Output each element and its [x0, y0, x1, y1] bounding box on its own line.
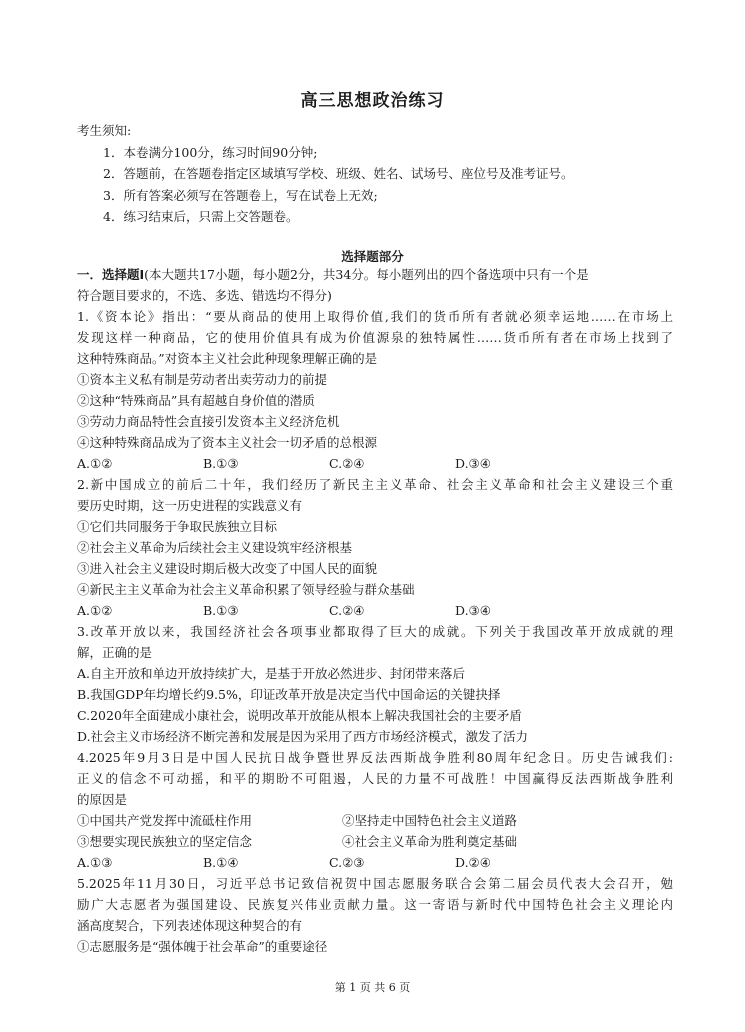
question-3-stem: 3.改革开放以来，我国经济社会各项事业都取得了巨大的成就。下列关于我国改革开放成就的理	[77, 624, 673, 639]
exam-notice	[77, 120, 573, 228]
question-1-options	[77, 453, 673, 474]
question-5-stem: 励广大志愿者为强国建设、民族复兴伟业贡献力量。这一寄语与新时代中国特色社会主义理论内	[77, 897, 673, 912]
question-4-stem: 的原因是	[77, 792, 128, 807]
option-d: D.③④	[455, 603, 491, 618]
question-4-stem: 正义的信念不可动摇，和平的期盼不可阻遏，人民的力量不可战胜！中国赢得反法西斯战争胜利	[77, 771, 673, 786]
notice-item: 1．本卷满分100分，练习时间90分钟;	[103, 144, 318, 160]
question-1-stem: 1.《资本论》指出：“要从商品的使用上取得价值,我们的货币所有者就必须幸运地……在市场上	[77, 309, 673, 324]
page-title: 高三思想政治练习	[300, 91, 445, 111]
question-5-item: ①志愿服务是“强体魄于社会革命”的重要途径	[77, 939, 328, 954]
option-d: D.②④	[455, 855, 491, 870]
question-1-item: ④这种特殊商品成为了资本主义社会一切矛盾的总根源	[77, 435, 378, 450]
question-3-choice-c: C.2020年全面建成小康社会，说明改革开放能从根本上解决我国社会的主要矛盾	[77, 708, 522, 723]
part-label: 一．选择题Ⅰ	[77, 267, 145, 282]
option-c: C.②③	[329, 855, 365, 870]
part-heading	[77, 264, 673, 285]
question-4-item: ①中国共产党发挥中流砥柱作用	[77, 813, 253, 828]
question-2-stem: 要历史时期，这一历史进程的实践意义有	[77, 498, 303, 513]
page-footer: 第 1 页 共 6 页	[334, 981, 411, 994]
option-a: A.①②	[77, 456, 113, 471]
question-1-item: ③劳动力商品特性会直接引发资本主义经济危机	[77, 414, 340, 429]
option-a: A.①②	[77, 603, 113, 618]
question-4-items-row	[77, 810, 673, 831]
option-c: C.②④	[329, 456, 365, 471]
question-2-item: ①它们共同服务于争取民族独立目标	[77, 519, 278, 534]
notice-item: 2．答题前，在答题卷指定区域填写学校、班级、姓名、试场号、座位号及准考证号。	[103, 166, 574, 181]
option-a: A.①③	[77, 855, 113, 870]
question-1-item: ①资本主义私有制是劳动者出卖劳动力的前提	[77, 372, 328, 387]
question-4-items-row	[77, 831, 673, 852]
question-2-item: ②社会主义革命为后续社会主义建设筑牢经济根基	[77, 540, 353, 555]
question-4-item: ④社会主义革命为胜利奠定基础	[342, 834, 518, 849]
notice-heading: 考生须知:	[77, 123, 132, 138]
question-5-stem: 涵高度契合，下列表述体现这种契合的有	[77, 918, 303, 933]
option-d: D.③④	[455, 456, 491, 471]
question-2-item: ③进入社会主义建设时期后极大改变了中国人民的面貌	[77, 561, 378, 576]
part-description: (本大题共17小题，每小题2分，共34分。每小题列出的四个备选项中只有一个是	[144, 267, 589, 282]
option-b: B.①③	[203, 456, 239, 471]
question-body	[77, 264, 673, 957]
question-4-stem: 4.2025年9月3日是中国人民抗日战争暨世界反法西斯战争胜利80周年纪念日。历史告诫我们:	[77, 750, 673, 765]
question-4-options	[77, 852, 673, 873]
question-2-item: ④新民主主义革命为社会主义革命积累了领导经验与群众基础	[77, 582, 415, 597]
part-description-cont: 符合题目要求的，不选、多选、错选均不得分)	[77, 288, 332, 303]
question-4-item: ②坚持走中国特色社会主义道路	[342, 813, 518, 828]
notice-item: 3．所有答案必须写在答题卷上，写在试卷上无效;	[103, 187, 378, 203]
section-title: 选择题部分	[341, 249, 404, 264]
question-1-stem: 发现这样一种商品，它的使用价值具有成为价值源泉的独特属性……货币所有者在市场上找到了	[77, 330, 673, 345]
question-4-item: ③想要实现民族独立的坚定信念	[77, 834, 253, 849]
question-3-choice-a: A.自主开放和单边开放持续扩大，是基于开放必然进步、封闭带来落后	[77, 666, 466, 681]
question-1-item: ②这种“特殊商品”具有超越自身价值的潜质	[77, 393, 315, 408]
question-3-stem: 解，正确的是	[77, 645, 153, 660]
option-b: B.①④	[203, 855, 239, 870]
question-3-choice-d: D.社会主义市场经济不断完善和发展是因为采用了西方市场经济模式，激发了活力	[77, 729, 529, 744]
question-5-stem: 5.2025年11月30日，习近平总书记致信祝贺中国志愿服务联合会第二届会员代表大会召开，勉	[77, 876, 673, 891]
question-3-choice-b: B.我国GDP年均增长约9.5%，印证改革开放是决定当代中国命运的关键抉择	[77, 687, 501, 702]
option-b: B.①③	[203, 603, 239, 618]
option-c: C.②④	[329, 603, 365, 618]
question-2-stem: 2.新中国成立的前后二十年，我们经历了新民主主义革命、社会主义革命和社会主义建设三个重	[77, 477, 673, 492]
question-2-options	[77, 600, 673, 621]
question-1-stem: 这种特殊商品。”对资本主义社会此种现象理解正确的是	[77, 351, 378, 366]
notice-item: 4．练习结束后，只需上交答题卷。	[103, 209, 299, 224]
